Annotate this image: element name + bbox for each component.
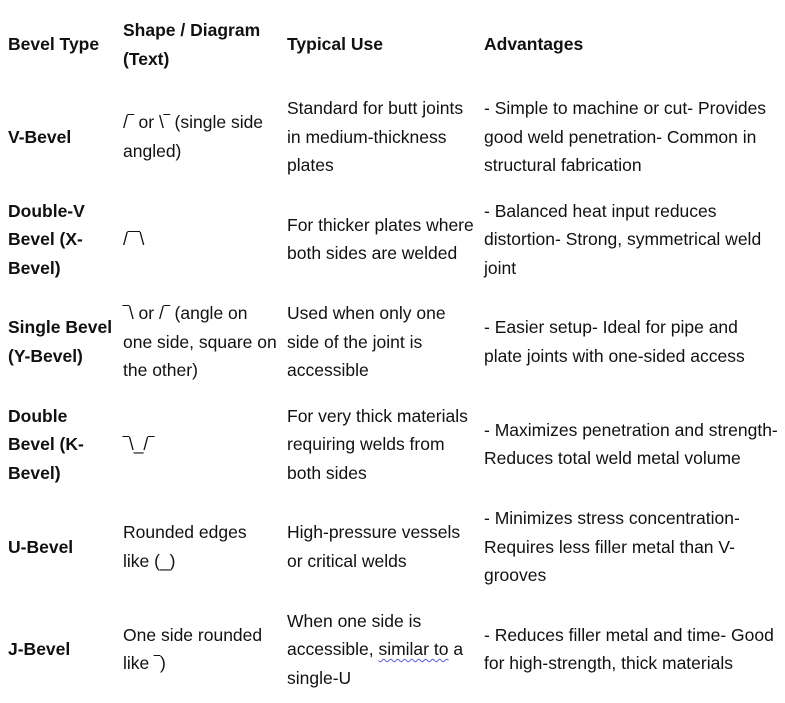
use-cell xyxy=(282,590,479,693)
table-row xyxy=(3,590,783,693)
use-cell: For very thick materials requiring welds from both sides xyxy=(287,405,468,483)
bevel-types-table xyxy=(3,14,783,692)
shape-cell: Rounded edges like (_) xyxy=(123,522,247,571)
table-row xyxy=(3,385,783,488)
table-header-row xyxy=(3,14,783,75)
bevel-type-cell: Single Bevel (Y-Bevel) xyxy=(8,317,113,366)
use-text-before: When one side is accessible, xyxy=(287,610,422,659)
bevel-type-cell: U-Bevel xyxy=(8,536,74,557)
advantages-cell: - Simple to machine or cut- Provides good weld penetration- Common in structural fabrication xyxy=(484,98,767,175)
use-text-after: a single-U xyxy=(287,639,464,688)
use-cell: Standard for butt joints in medium-thickness plates xyxy=(287,98,464,175)
use-cell: For thicker plates where both sides are welded xyxy=(287,214,474,264)
table-row xyxy=(3,487,783,590)
advantages-cell: - Reduces filler metal and time- Good for high-strength, thick materials xyxy=(484,624,774,674)
advantages-cell: - Easier setup- Ideal for pipe and plate joints with one-sided access xyxy=(484,317,745,366)
header-advantages: Advantages xyxy=(484,34,584,55)
header-typical-use: Typical Use xyxy=(287,34,383,55)
shape-cell: /‾‾\ xyxy=(123,229,145,249)
shape-cell: One side rounded like ‾) xyxy=(123,624,263,674)
header-shape-diagram: Shape / Diagram (Text) xyxy=(123,20,261,69)
shape-cell: /‾ or \‾ (single side angled) xyxy=(123,112,264,161)
table-row xyxy=(3,180,783,283)
advantages-cell: - Minimizes stress concentration- Requires less filler metal than V-grooves xyxy=(484,508,740,585)
bevel-type-cell: J-Bevel xyxy=(8,639,71,659)
advantages-cell: - Balanced heat input reduces distortion- Strong, symmetrical weld joint xyxy=(484,200,762,278)
use-cell: Used when only one side of the joint is accessible xyxy=(287,303,446,380)
bevel-type-cell: V-Bevel xyxy=(8,126,72,147)
use-cell: High-pressure vessels or critical welds xyxy=(287,522,461,571)
header-bevel-type: Bevel Type xyxy=(8,34,100,55)
table-row xyxy=(3,75,783,180)
spellcheck-marked-text[interactable]: similar to xyxy=(378,639,449,659)
bevel-type-cell: Double-V Bevel (X-Bevel) xyxy=(8,200,85,278)
advantages-cell: - Maximizes penetration and strength- Reduces total weld metal volume xyxy=(484,419,778,469)
shape-cell: ‾\ or /‾ (angle on one side, square on the other) xyxy=(123,303,277,380)
table-row xyxy=(3,282,783,385)
shape-cell: ‾\_/‾ xyxy=(123,434,155,454)
bevel-type-cell: Double Bevel (K-Bevel) xyxy=(8,405,84,483)
